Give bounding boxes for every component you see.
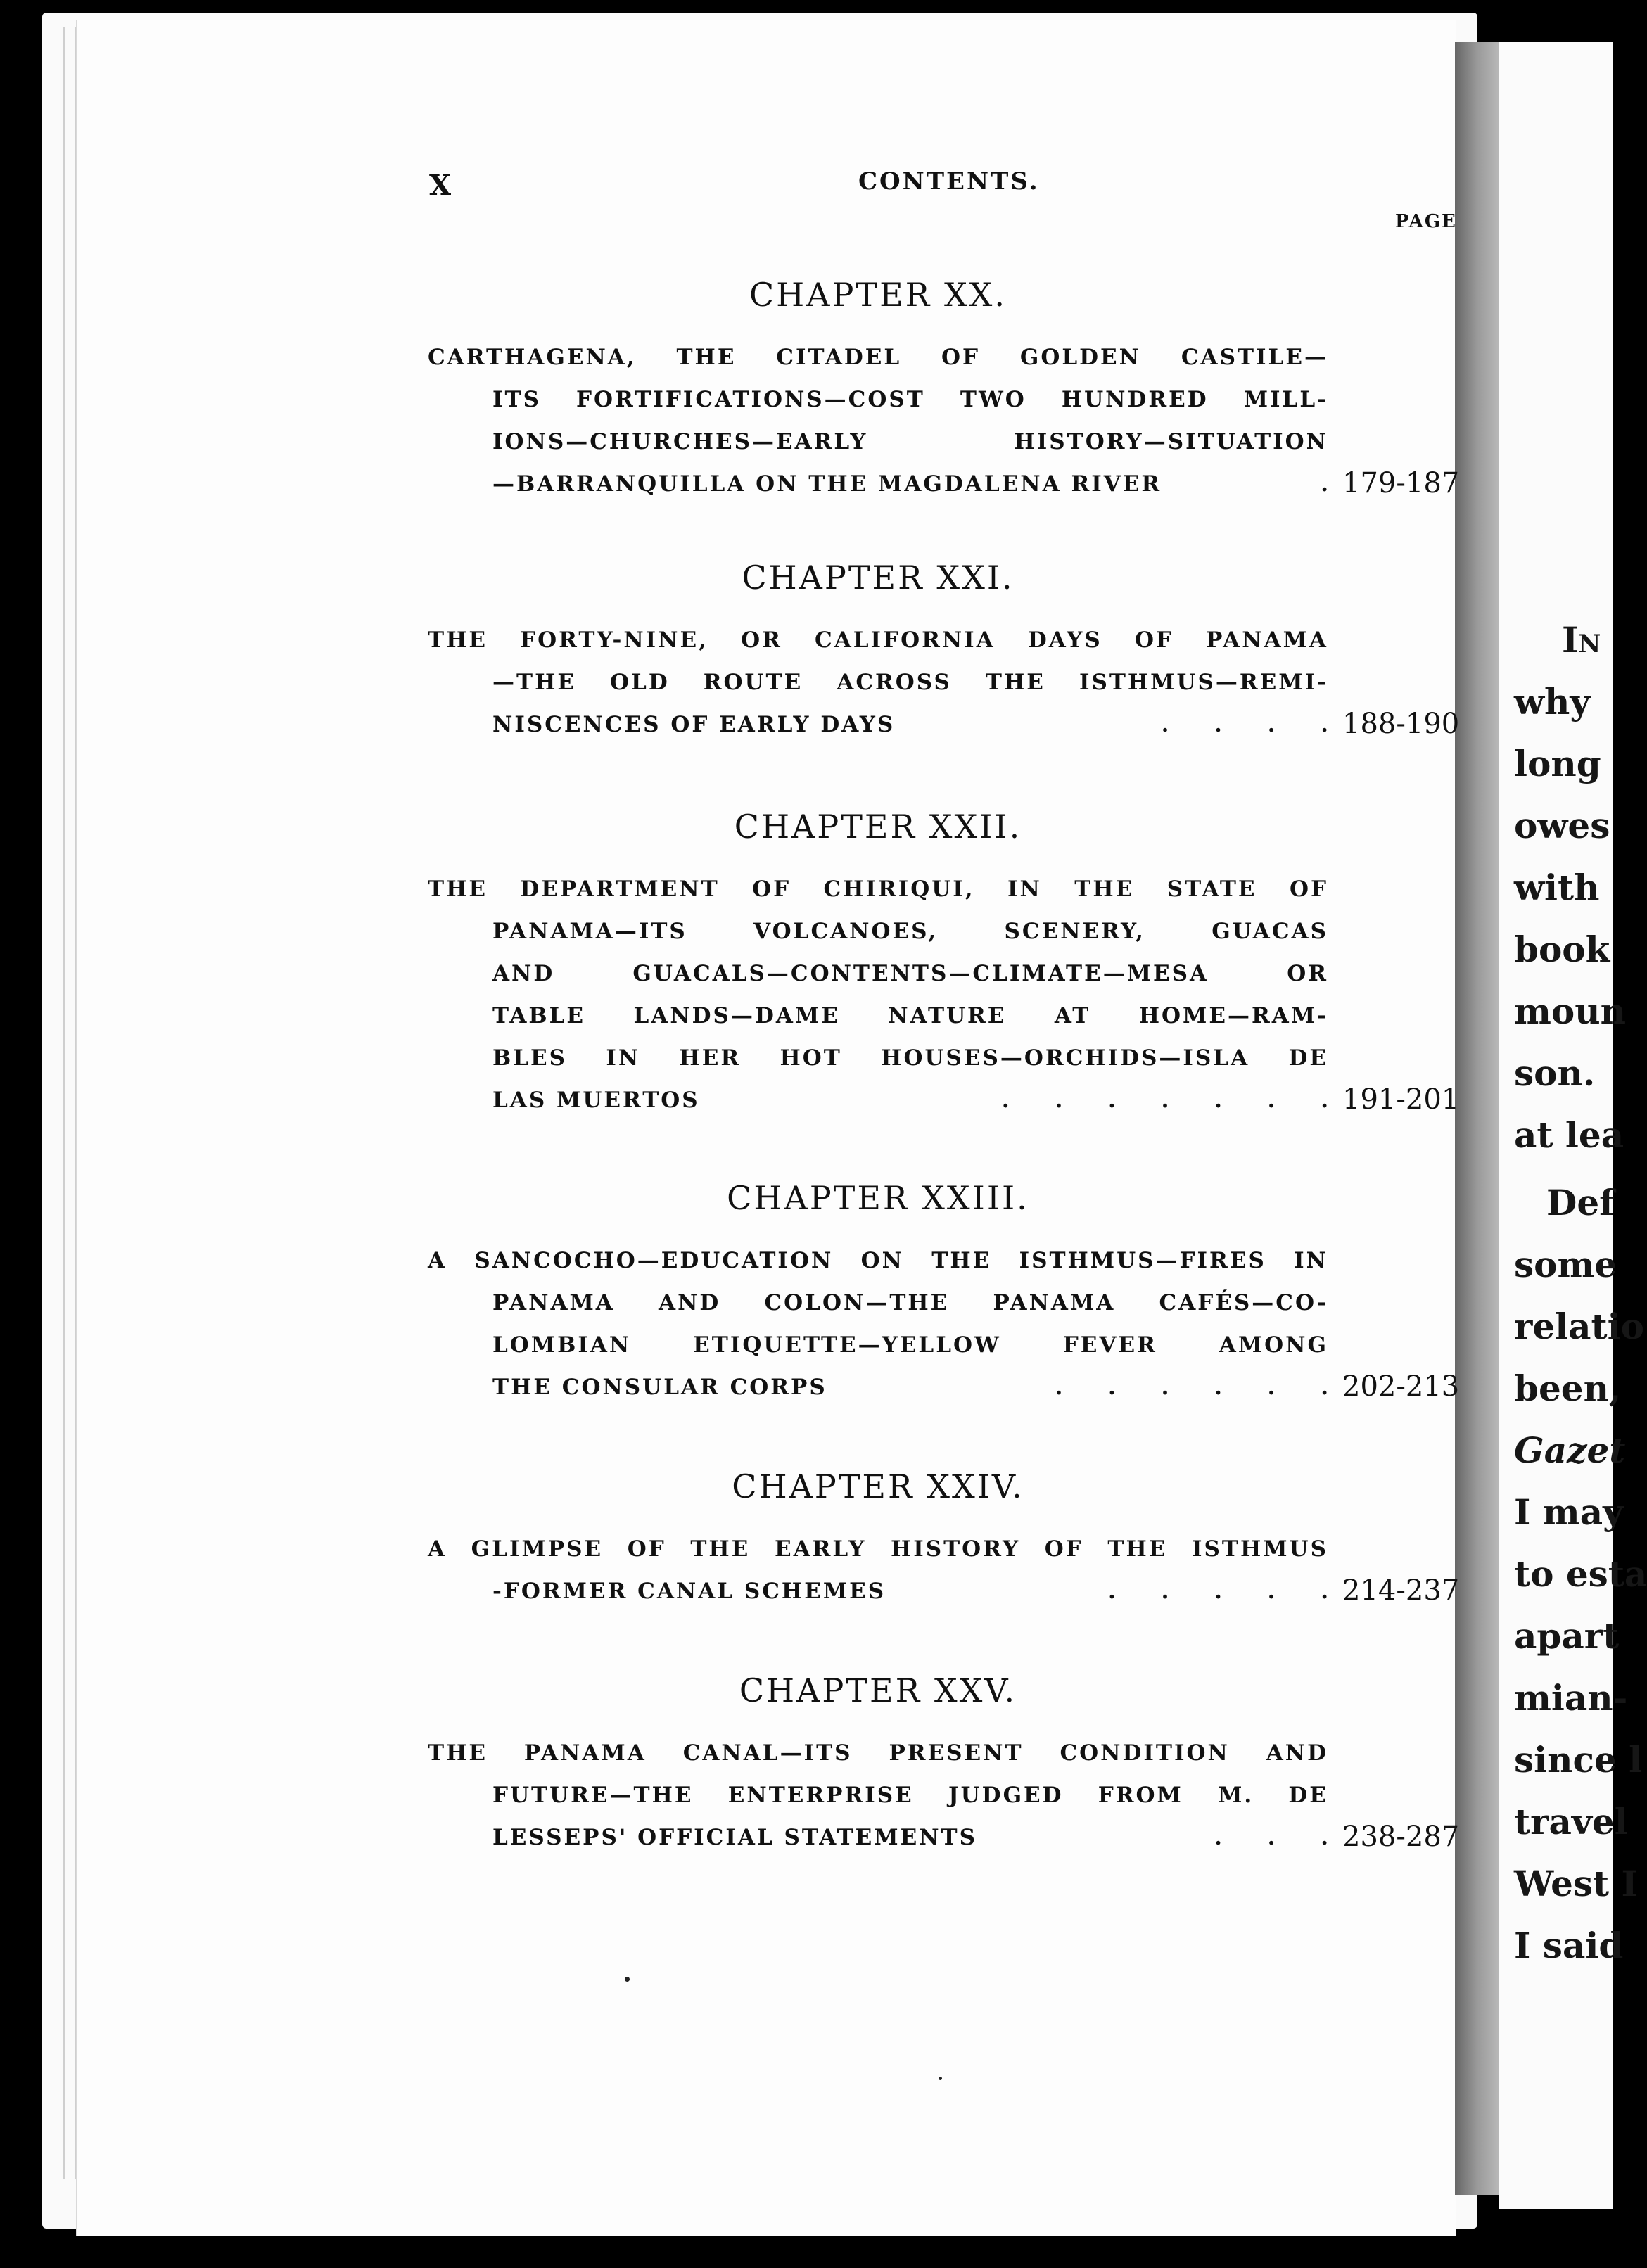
facing-page-line: In	[1562, 619, 1601, 661]
entry-line	[428, 1821, 1460, 1867]
leader-dots: . . . . .	[1108, 1579, 1328, 1604]
entry-line-text: LESSEPS' OFFICIAL STATEMENTS	[492, 1825, 978, 1850]
entry-line	[428, 627, 1328, 670]
facing-page-line: son.	[1514, 1052, 1596, 1094]
entry-line-text: AND GUACALS—CONTENTS—CLIMATE—MESA OR	[492, 961, 1328, 986]
entry-line	[428, 670, 1328, 712]
entry-line-text: PANAMA—ITS VOLCANOES, SCENERY, GUACAS	[492, 919, 1328, 944]
leader-dots: . . . . . .	[1055, 1375, 1328, 1400]
entry-line	[428, 1332, 1328, 1375]
print-speck	[625, 1977, 630, 1982]
chapter-title: CHAPTER XXIII.	[727, 1179, 1029, 1217]
chapter-entry	[428, 1179, 1460, 1417]
entry-line	[428, 1536, 1328, 1579]
facing-page	[1499, 42, 1647, 2209]
facing-page-line: owes	[1514, 805, 1610, 846]
facing-page-line: been,	[1514, 1368, 1622, 1409]
entry-line	[428, 708, 1460, 754]
page-range: 214-237	[1342, 1574, 1460, 1607]
facing-page-line: at lea	[1514, 1114, 1624, 1156]
entry-line	[428, 919, 1328, 961]
chapter-entry	[428, 808, 1460, 1130]
entry-line	[428, 345, 1328, 387]
facing-page-line: to esta	[1514, 1553, 1647, 1595]
entry-line-text: BLES IN HER HOT HOUSES—ORCHIDS—ISLA DE	[492, 1045, 1328, 1071]
facing-page-line: I may	[1514, 1491, 1624, 1533]
chapter-entry	[428, 1671, 1460, 1867]
entry-line-text: LAS MUERTOS	[492, 1088, 700, 1113]
facing-page-line: I said	[1514, 1925, 1624, 1966]
entry-line	[428, 1248, 1328, 1290]
chapter-title: CHAPTER XXIV.	[732, 1467, 1024, 1505]
leader-dots: . . . . . . .	[1001, 1088, 1328, 1113]
entry-line-text: LOMBIAN ETIQUETTE—YELLOW FEVER AMONG	[492, 1332, 1328, 1358]
entry-line-text: IONS—CHURCHES—EARLY HISTORY—SITUATION	[492, 429, 1328, 454]
entry-line-text: PANAMA AND COLON—THE PANAMA CAFÉS—CO-	[492, 1290, 1328, 1315]
facing-page-line: travel	[1514, 1801, 1628, 1842]
entry-line-text: -FORMER CANAL SCHEMES	[492, 1579, 886, 1604]
chapter-entry	[428, 559, 1460, 754]
page-range: 238-287	[1342, 1821, 1460, 1853]
chapter-entry	[428, 276, 1460, 514]
leader-dots: . . . .	[1161, 712, 1328, 737]
entry-line-text: THE DEPARTMENT OF CHIRIQUI, IN THE STATE OF	[428, 877, 1328, 902]
chapter-title: CHAPTER XXI.	[742, 559, 1015, 597]
entry-line	[428, 467, 1460, 514]
entry-line-text: A GLIMPSE OF THE EARLY HISTORY OF THE ISTHMUS	[428, 1536, 1328, 1562]
chapter-title: CHAPTER XX.	[749, 276, 1007, 314]
leader-dots: . . .	[1214, 1825, 1328, 1850]
entry-line	[428, 1370, 1460, 1417]
facing-page-line: book	[1514, 929, 1610, 970]
facing-page-line: since l	[1514, 1739, 1643, 1780]
page-range: 202-213	[1342, 1370, 1460, 1403]
running-title: CONTENTS.	[858, 167, 1040, 196]
entry-line	[428, 1003, 1328, 1045]
entry-line-text: —THE OLD ROUTE ACROSS THE ISTHMUS—REMI-	[492, 670, 1328, 695]
page-range: 179-187	[1342, 467, 1460, 499]
entry-line	[428, 1290, 1328, 1332]
entry-line	[428, 877, 1328, 919]
entry-line-text: —BARRANQUILLA ON THE MAGDALENA RIVER	[492, 471, 1162, 497]
facing-page-line: Gazet	[1514, 1429, 1626, 1471]
chapter-title: CHAPTER XXV.	[739, 1671, 1017, 1709]
facing-page-line: apart	[1514, 1615, 1620, 1657]
entry-line-text: THE PANAMA CANAL—ITS PRESENT CONDITION AND	[428, 1740, 1328, 1766]
facing-page-line: Def	[1546, 1182, 1615, 1223]
entry-line-text: NISCENCES OF EARLY DAYS	[492, 712, 896, 737]
chapter-title: CHAPTER XXII.	[734, 808, 1022, 846]
facing-page-line: some	[1514, 1244, 1617, 1285]
entry-line-text: CARTHAGENA, THE CITADEL OF GOLDEN CASTILE—	[428, 345, 1328, 370]
entry-line	[428, 1574, 1460, 1621]
page-range: 188-190	[1342, 708, 1460, 740]
entry-line	[428, 1045, 1328, 1088]
facing-page-line: moun	[1514, 990, 1626, 1032]
entry-line	[428, 429, 1328, 471]
facing-page-line: mian-	[1514, 1677, 1628, 1719]
entry-line-text: TABLE LANDS—DAME NATURE AT HOME—RAM-	[492, 1003, 1328, 1028]
page-range: 191-201	[1342, 1083, 1460, 1116]
entry-line-text: A SANCOCHO—EDUCATION ON THE ISTHMUS—FIRES IN	[428, 1248, 1328, 1273]
entry-line	[428, 1783, 1328, 1825]
entry-line-text: FUTURE—THE ENTERPRISE JUDGED FROM M. DE	[492, 1783, 1328, 1808]
entry-line	[428, 387, 1328, 429]
page-numeral: X	[429, 169, 453, 202]
facing-page-line: relatio	[1514, 1306, 1644, 1347]
entry-line-text: ITS FORTIFICATIONS—COST TWO HUNDRED MILL-	[492, 387, 1328, 412]
page-column-label: PAGE	[1395, 211, 1457, 232]
page-edge	[63, 27, 65, 2179]
chapter-entry	[428, 1467, 1460, 1621]
leader-dots: .	[1321, 471, 1328, 497]
entry-line	[428, 1083, 1460, 1130]
print-speck	[939, 2077, 942, 2080]
entry-line-text: THE CONSULAR CORPS	[492, 1375, 827, 1400]
entry-line	[428, 1740, 1328, 1783]
facing-page-line: long	[1514, 743, 1601, 784]
entry-line-text: THE FORTY-NINE, OR CALIFORNIA DAYS OF PANAMA	[428, 627, 1328, 653]
facing-page-line: West I	[1514, 1863, 1638, 1904]
facing-page-line: why	[1514, 681, 1591, 722]
entry-line	[428, 961, 1328, 1003]
facing-page-line: with	[1514, 867, 1600, 908]
